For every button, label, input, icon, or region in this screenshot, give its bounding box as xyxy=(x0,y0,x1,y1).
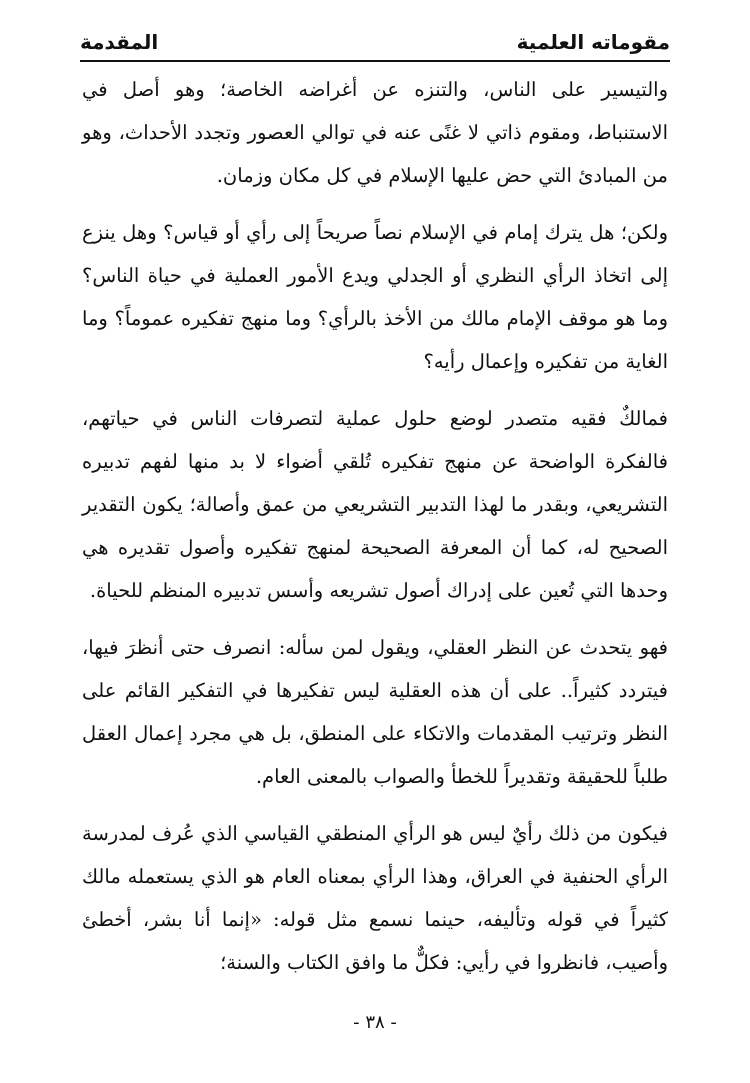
paragraph-3: فمالكٌ فقيه متصدر لوضع حلول عملية لتصرفات الناس في حياتهم، فالفكرة الواضحة عن منهج تفكيره تُلقي أضواء لا بد منها لفهم تدبيره التشريعي، وبقدر ما لهذا التدبير التشريعي من عمق وأصالة؛ يكون التقدير الصحيح له، كما أن المعرفة الصحيحة لمنهج تفكيره وأصول تقديره هي وحدها التي تُعين على إدراك أصول تشريعه وأسس تدبيره المنظم للحياة. xyxy=(82,407,668,602)
page-header xyxy=(80,22,670,54)
paragraph-4: فهو يتحدث عن النظر العقلي، ويقول لمن سأله: انصرف حتى أنظرَ فيها، فيتردد كثيراً.. على أن هذه العقلية ليس تفكيرها في التفكير القائم على النظر وترتيب المقدمات والاتكاء على المنطق، بل هي مجرد إعمال العقل طلباً للحقيقة وتقديراً للخطأ والصواب بالمعنى العام. xyxy=(82,636,668,788)
paragraph-1: والتيسير على الناس، والتنزه عن أغراضه الخاصة؛ وهو أصل في الاستنباط، ومقوم ذاتي لا غنًى عنه في توالي العصور وتجدد الأحداث، وهو من المبادئ التي حض عليها الإسلام في كل مكان وزمان. xyxy=(82,78,668,187)
running-title: مقوماته العلمية xyxy=(516,30,670,54)
paragraph-2: ولكن؛ هل يترك إمام في الإسلام نصاً صريحاً إلى رأي أو قياس؟ وهل ينزع إلى اتخاذ الرأي النظري أو الجدلي ويدع الأمور العملية في حياة الناس؟ وما هو موقف الإمام مالك من الأخذ بالرأي؟ وما منهج تفكيره عموماً؟ وما الغاية من تفكيره وإعمال رأيه؟ xyxy=(82,221,668,373)
body-text xyxy=(82,68,668,998)
page-number: - ٣٨ - xyxy=(353,1012,397,1033)
paragraph-5: فيكون من ذلك رأيٌ ليس هو الرأي المنطقي القياسي الذي عُرف لمدرسة الرأي الحنفية في العراق، وهذا الرأي بمعناه العام هو الذي يستعمله مالك كثيراً في قوله وتأليفه، حينما نسمع مثل قوله: «إنما أنا بشر، أخطئ وأصيب، فانظروا في رأيي: فكلٌّ ما وافق الكتاب والسنة؛ xyxy=(82,822,668,974)
header-rule xyxy=(80,60,670,62)
section-title: المقدمة xyxy=(80,30,159,54)
